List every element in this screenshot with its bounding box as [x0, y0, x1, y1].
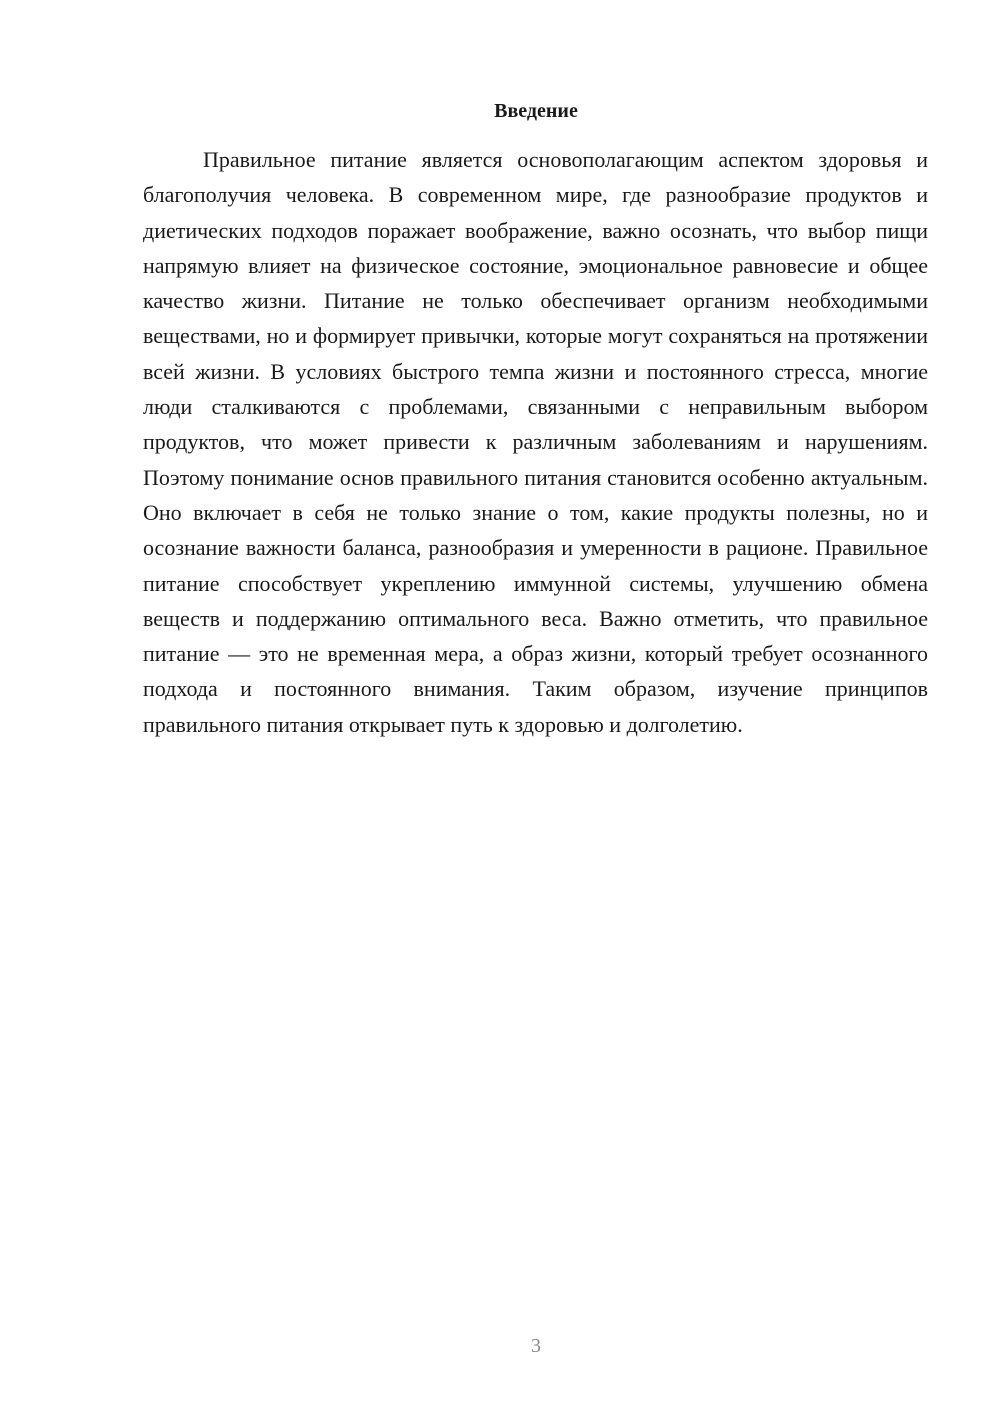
page-number: 3 [531, 1335, 541, 1357]
section-heading: Введение [494, 100, 578, 122]
body-paragraph: Правильное питание является основополагающим аспектом здоровья и благополучия человека. В современном мире, где разнообразие продуктов и диетических подходов поражает воображение, важно осознать, что выбор пищи напрямую влияет на физическое состояние, эмоциональное равновесие и общее качество жизни. Питание не только обеспечивает организм необходимыми веществами, но и формирует привычки, которые могут сохраняться на протяжении всей жизни. В условиях быстрого темпа жизни и постоянного стресса, многие люди сталкиваются с проблемами, связанными с неправильным выбором продуктов, что может привести к различным заболеваниям и нарушениям. Поэтому понимание основ правильного питания становится особенно актуальным. Оно включает в себя не только знание о том, какие продукты полезны, но и осознание важности баланса, разнообразия и умеренности в рационе. Правильное питание способствует укреплению иммунной системы, улучшению обмена веществ и поддержанию оптимального веса. Важно отметить, что правильное питание — это не временная мера, а образ жизни, который требует осознанного подхода и постоянного внимания. Таким образом, изучение принципов правильного питания открывает путь к здоровью и долголетию. [143, 147, 928, 737]
